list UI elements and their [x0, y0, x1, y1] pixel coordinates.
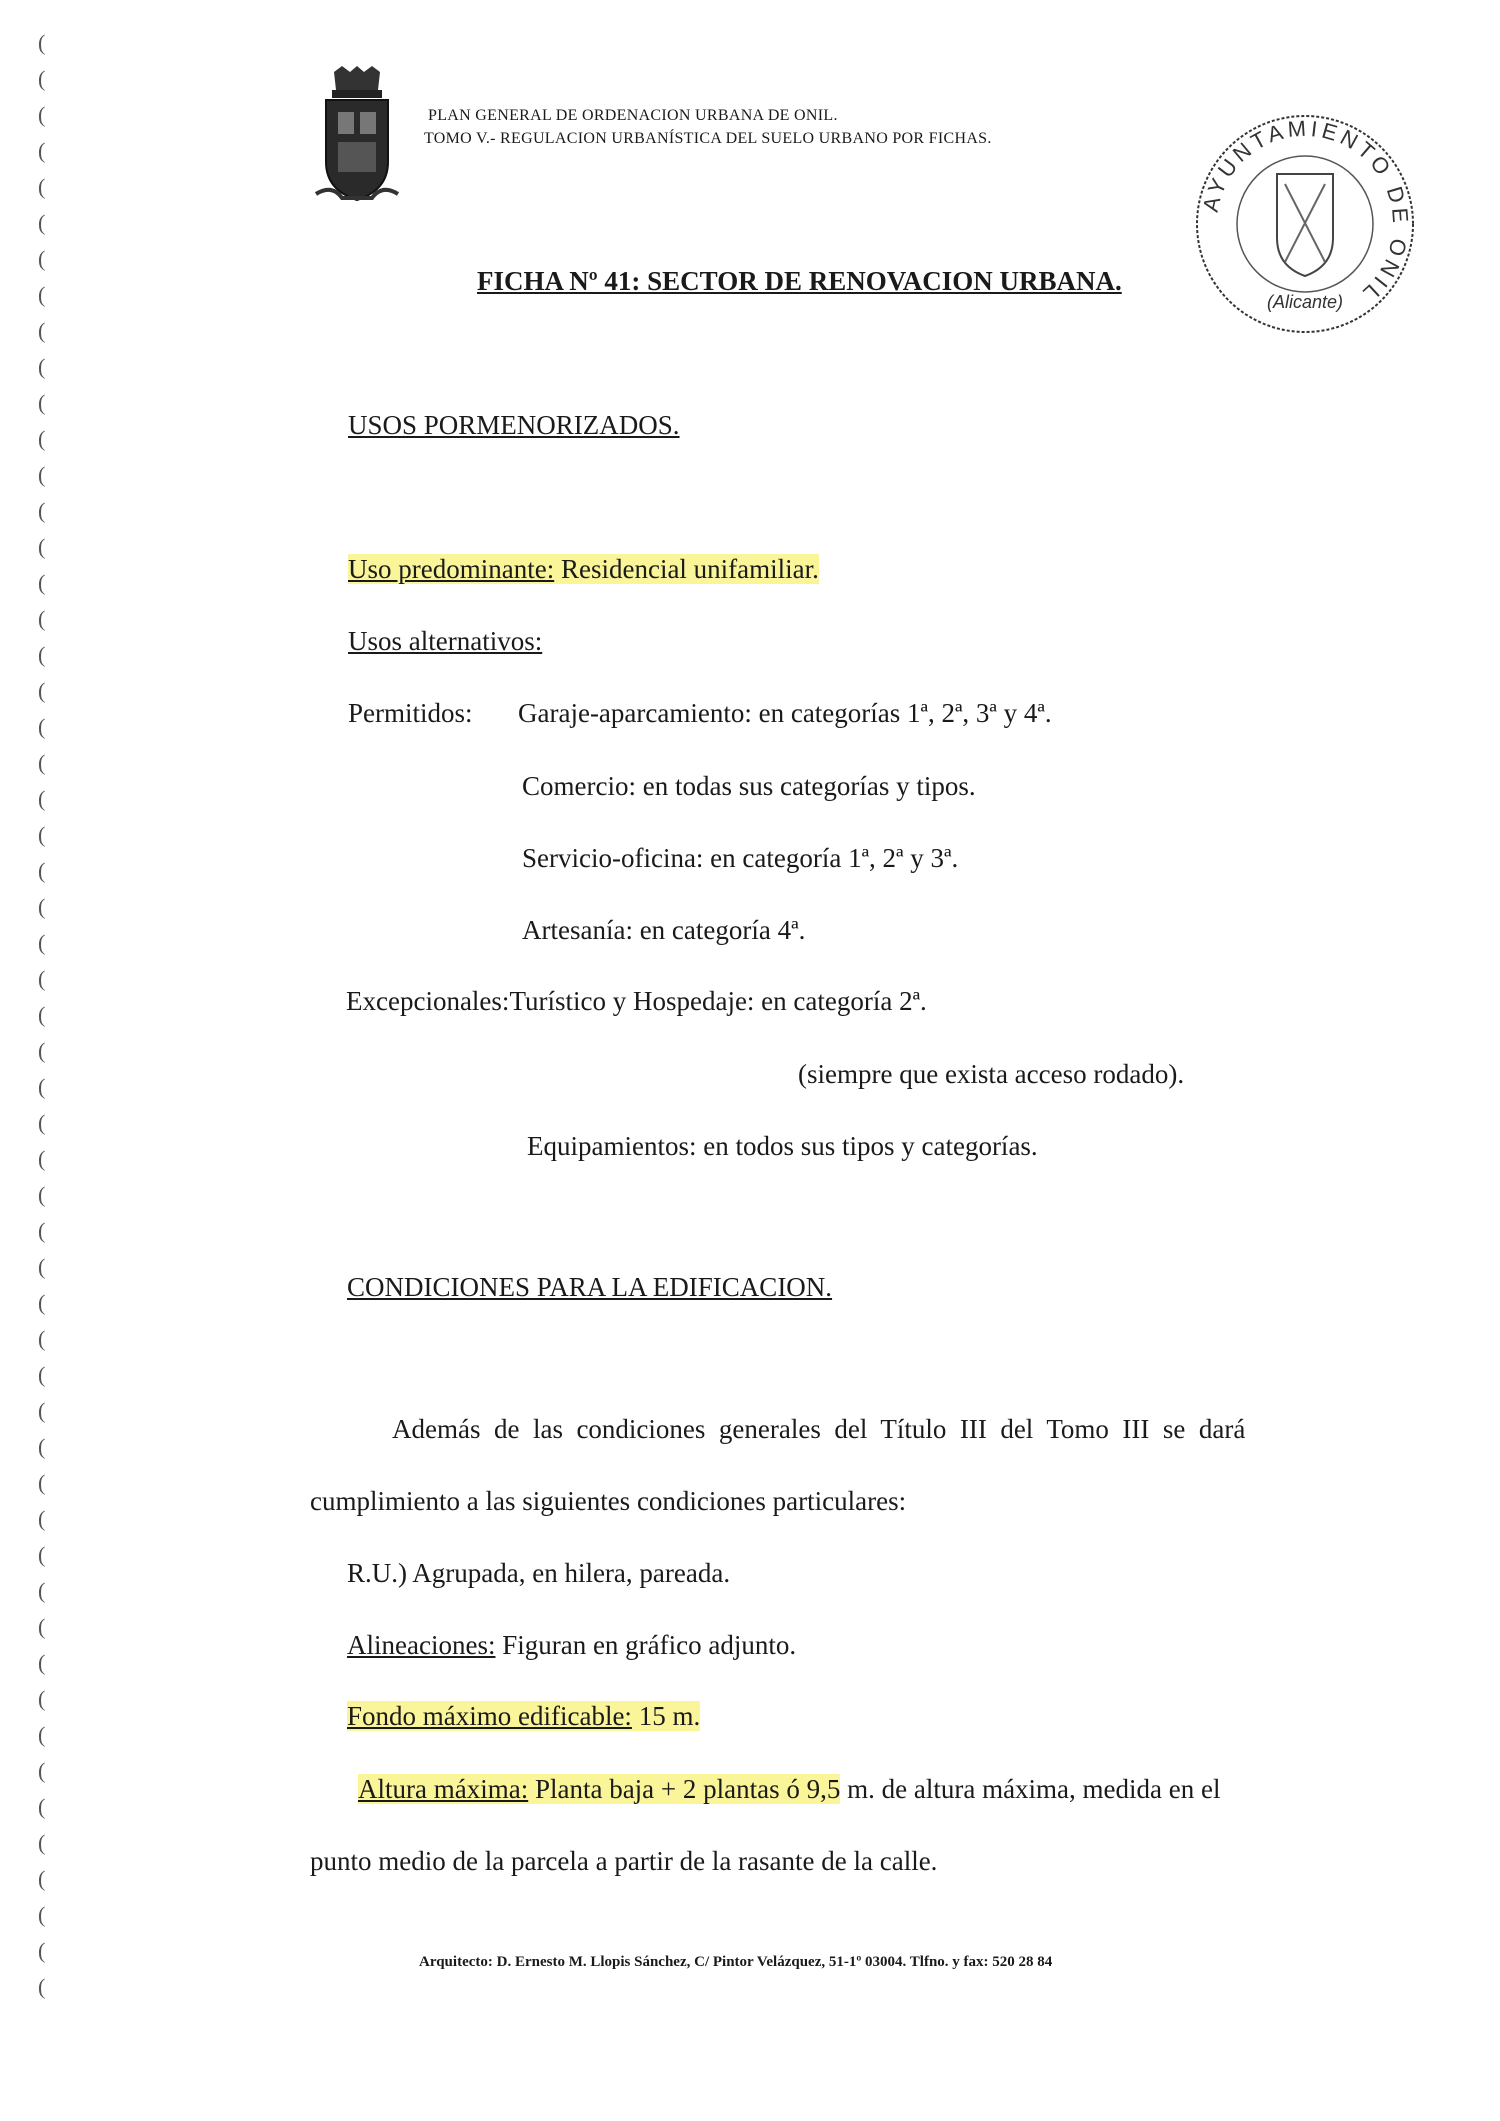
binding-mark: ( [38, 1902, 46, 1927]
stamp-ring-text: AYUNTAMIENTO DE ONIL [1197, 115, 1414, 309]
binding-mark: ( [38, 786, 46, 811]
binding-mark: ( [38, 1434, 46, 1459]
binding-mark: ( [38, 1038, 46, 1063]
binding-mark: ( [38, 1470, 46, 1495]
binding-mark: ( [38, 1722, 46, 1747]
permitidos-label: Permitidos: [348, 698, 473, 728]
condicion-alineaciones [347, 1630, 796, 1661]
binding-mark: ( [38, 1686, 46, 1711]
permitido-item: Garaje-aparcamiento: en categorías 1ª, 2ª, 3ª y 4ª. [518, 698, 1052, 728]
permitido-item: Servicio-oficina: en categoría 1ª, 2ª y 3ª. [522, 843, 959, 873]
page-title: FICHA Nº 41: SECTOR DE RENOVACION URBANA. [477, 266, 1122, 296]
excepcionales-label: Excepcionales: [346, 986, 510, 1016]
excepcionales-row [346, 986, 927, 1017]
condiciones-intro-line-1: Además de las condiciones generales del Título III del Tomo III se dará [392, 1414, 1246, 1444]
binding-mark: ( [38, 318, 46, 343]
binding-mark: ( [38, 1218, 46, 1243]
binding-mark: ( [38, 30, 46, 55]
condicion-fondo [347, 1701, 700, 1732]
binding-mark: ( [38, 390, 46, 415]
binding-mark: ( [38, 1074, 46, 1099]
binding-mark: ( [38, 1002, 46, 1027]
altura-label: Altura máxima: [358, 1774, 529, 1804]
binding-mark: ( [38, 534, 46, 559]
binding-mark: ( [38, 678, 46, 703]
binding-mark: ( [38, 1290, 46, 1315]
binding-mark: ( [38, 1542, 46, 1567]
binding-mark: ( [38, 1974, 46, 1999]
binding-mark: ( [38, 138, 46, 163]
condicion-ru: R.U.) Agrupada, en hilera, pareada. [347, 1558, 731, 1588]
binding-mark: ( [38, 894, 46, 919]
uso-predominante-label: Uso predominante: [348, 554, 555, 584]
fondo-label: Fondo máximo edificable: [347, 1701, 632, 1731]
condicion-altura [358, 1774, 1220, 1805]
excepcionales-note: (siempre que exista acceso rodado). [798, 1059, 1185, 1089]
binding-mark: ( [38, 1758, 46, 1783]
binding-mark: ( [38, 1110, 46, 1135]
binding-mark: ( [38, 642, 46, 667]
uso-predominante-value: Residencial unifamiliar. [560, 554, 819, 584]
binding-mark: ( [38, 1182, 46, 1207]
binding-mark: ( [38, 1506, 46, 1531]
condiciones-intro-line-2: cumplimiento a las siguientes condiciones particulares: [310, 1486, 907, 1516]
altura-value-highlighted: Planta baja + 2 plantas ó 9,5 [534, 1774, 841, 1804]
binding-mark: ( [38, 354, 46, 379]
alineaciones-label: Alineaciones: [347, 1630, 496, 1660]
altura-line-2: punto medio de la parcela a partir de la rasante de la calle. [310, 1846, 938, 1876]
binding-mark: ( [38, 462, 46, 487]
binding-mark: ( [38, 426, 46, 451]
binding-mark: ( [38, 750, 46, 775]
svg-text:AYUNTAMIENTO DE ONIL [1198, 116, 1414, 309]
excepcionales-value: Turístico y Hospedaje: en categoría 2ª. [509, 986, 927, 1016]
binding-mark: ( [38, 66, 46, 91]
binding-mark: ( [38, 1866, 46, 1891]
binding-mark: ( [38, 1650, 46, 1675]
binding-mark: ( [38, 930, 46, 955]
binding-mark: ( [38, 210, 46, 235]
altura-value-rest: m. de altura máxima, medida en el [847, 1774, 1221, 1804]
binding-mark: ( [38, 174, 46, 199]
fondo-value: 15 m. [638, 1701, 701, 1731]
equipamientos: Equipamientos: en todos sus tipos y categorías. [527, 1131, 1038, 1161]
binding-mark: ( [38, 606, 46, 631]
stamp-bottom-text: (Alicante) [1266, 292, 1344, 312]
binding-mark: ( [38, 1614, 46, 1639]
municipal-stamp [1193, 112, 1417, 336]
binding-mark: ( [38, 1938, 46, 1963]
condiciones-heading: CONDICIONES PARA LA EDIFICACION. [347, 1272, 833, 1302]
binding-mark: ( [38, 102, 46, 127]
binding-mark: ( [38, 246, 46, 271]
binding-mark: ( [38, 1146, 46, 1171]
binding-mark: ( [38, 1578, 46, 1603]
binding-mark: ( [38, 1398, 46, 1423]
binding-marks [38, 30, 58, 2030]
coat-of-arms-icon [312, 66, 402, 208]
permitido-item: Comercio: en todas sus categorías y tipos. [522, 771, 976, 801]
binding-mark: ( [38, 282, 46, 307]
binding-mark: ( [38, 966, 46, 991]
footer-architect: Arquitecto: D. Ernesto M. Llopis Sánchez, C/ Pintor Velázquez, 51-1º 03004. Tlfno. y fax: 520 28 84 [419, 1954, 1053, 1970]
usos-alternativos-label: Usos alternativos: [348, 626, 543, 656]
binding-mark: ( [38, 498, 46, 523]
header-line-1: PLAN GENERAL DE ORDENACION URBANA DE ONIL. [428, 107, 838, 124]
permitido-item: Artesanía: en categoría 4ª. [522, 915, 806, 945]
binding-mark: ( [38, 1326, 46, 1351]
binding-mark: ( [38, 714, 46, 739]
alineaciones-value: Figuran en gráfico adjunto. [502, 1630, 797, 1660]
binding-mark: ( [38, 858, 46, 883]
binding-mark: ( [38, 1830, 46, 1855]
header-line-2: TOMO V.- REGULACION URBANÍSTICA DEL SUELO URBANO POR FICHAS. [424, 130, 992, 147]
binding-mark: ( [38, 1794, 46, 1819]
uso-predominante [348, 554, 819, 585]
binding-mark: ( [38, 570, 46, 595]
binding-mark: ( [38, 1254, 46, 1279]
usos-heading: USOS PORMENORIZADOS. [348, 410, 680, 440]
binding-mark: ( [38, 822, 46, 847]
binding-mark: ( [38, 1362, 46, 1387]
